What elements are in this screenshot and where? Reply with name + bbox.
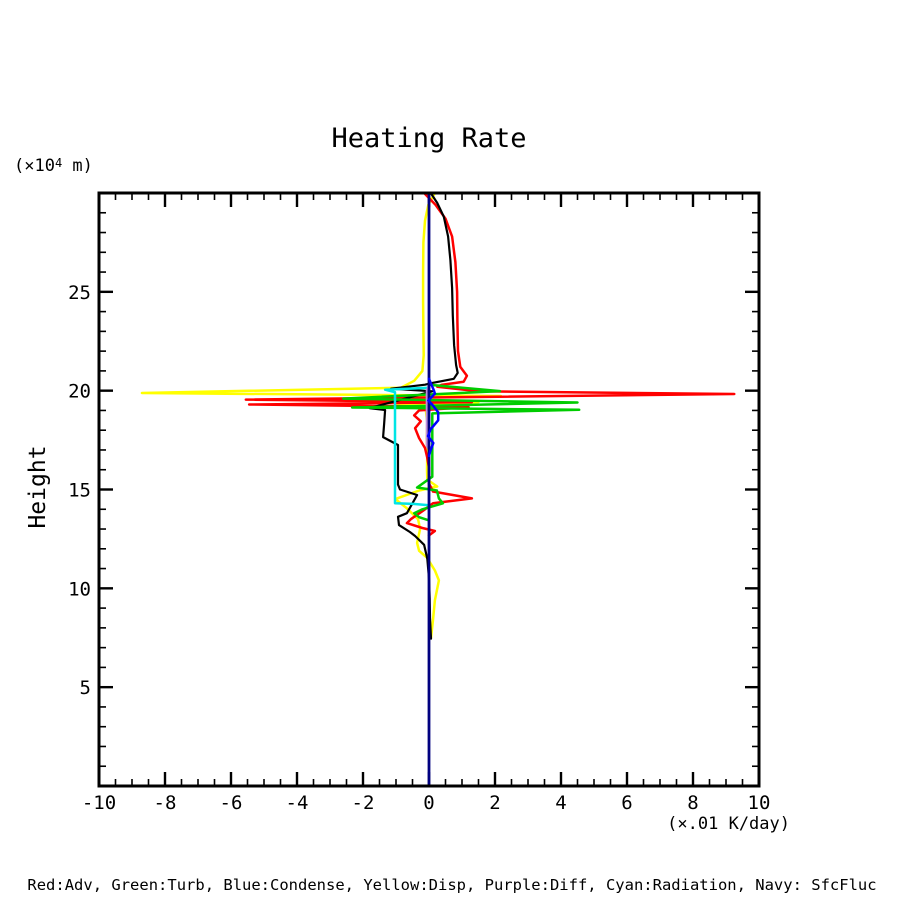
x-axis-tick-label: -2 bbox=[351, 792, 375, 814]
y-axis-unit-suffix: m) bbox=[62, 156, 93, 176]
y-axis-tick-label: 20 bbox=[68, 380, 91, 403]
y-axis-unit-exponent: 4 bbox=[54, 156, 63, 170]
x-axis-tick-label: -4 bbox=[285, 792, 309, 814]
y-axis-unit-label bbox=[14, 156, 93, 176]
series-line-disp bbox=[142, 193, 501, 638]
x-axis-unit-label: (×.01 K/day) bbox=[667, 814, 790, 834]
y-axis-title: Height bbox=[25, 445, 51, 529]
chart-title: Heating Rate bbox=[331, 123, 527, 154]
y-axis-tick-label: 5 bbox=[79, 677, 91, 700]
x-axis-tick-label: 2 bbox=[489, 792, 501, 814]
y-axis-tick-label: 25 bbox=[68, 281, 91, 304]
y-axis-tick-label: 15 bbox=[68, 479, 91, 502]
y-axis-unit-prefix: (×10 bbox=[14, 156, 55, 176]
x-axis-tick-label: 6 bbox=[621, 792, 633, 814]
x-axis-tick-label: -8 bbox=[153, 792, 177, 814]
y-axis-tick-label: 10 bbox=[68, 578, 91, 601]
x-axis-tick-label: 10 bbox=[747, 792, 771, 814]
series-line-adv bbox=[246, 193, 735, 535]
x-axis-tick-label: 4 bbox=[555, 792, 567, 814]
x-axis-tick-label: 8 bbox=[687, 792, 699, 814]
x-axis-tick-label: -6 bbox=[219, 792, 243, 814]
x-axis-tick-label: -10 bbox=[81, 792, 117, 814]
legend-text: Red:Adv, Green:Turb, Blue:Condense, Yellow:Disp, Purple:Diff, Cyan:Radiation, Navy: SfcFluc bbox=[27, 876, 877, 894]
x-axis-tick-label: 0 bbox=[423, 792, 435, 814]
